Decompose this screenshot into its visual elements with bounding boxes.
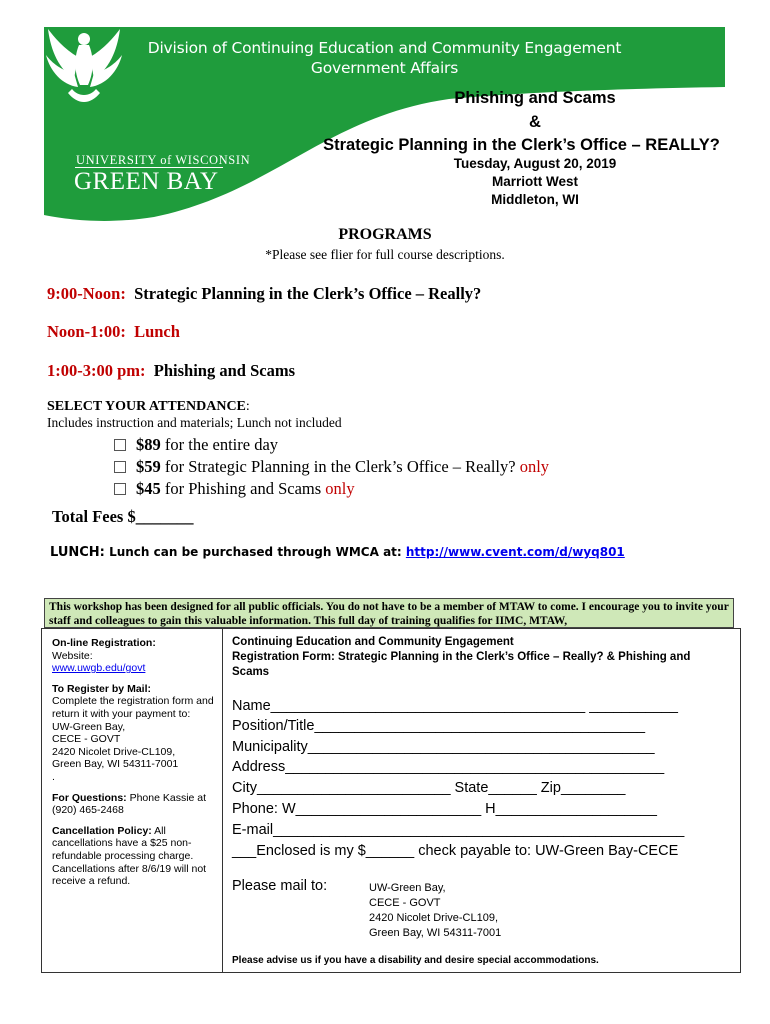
- attendance-note: Includes instruction and materials; Lunch not included: [47, 415, 342, 430]
- option-suffix: only: [325, 479, 355, 498]
- website-label: Website:: [52, 649, 93, 662]
- mail-to-line: CECE - GOVT: [369, 897, 441, 909]
- mail-address-line: .: [52, 770, 55, 783]
- mail-registration-text: Complete the registration form and return it with your payment to:: [52, 695, 214, 720]
- department-name: Government Affairs: [310, 59, 459, 77]
- option-suffix: only: [519, 457, 550, 476]
- lunch-info: [50, 545, 625, 560]
- mail-address-line: UW-Green Bay,: [52, 720, 126, 733]
- event-date: Tuesday, August 20, 2019: [453, 156, 617, 171]
- schedule-time: Noon-1:00:: [47, 322, 126, 341]
- online-registration-label: On-line Registration:: [52, 637, 156, 649]
- schedule-time: 1:00-3:00 pm:: [47, 361, 146, 380]
- event-title-2: Strategic Planning in the Clerk’s Office – REALLY?: [323, 136, 720, 154]
- lunch-text: Lunch can be purchased through WMCA at:: [104, 545, 406, 559]
- lunch-link[interactable]: http://www.cvent.com/d/wyq801: [405, 545, 625, 559]
- checkbox-icon[interactable]: [114, 483, 126, 495]
- checkbox-icon[interactable]: [114, 461, 126, 473]
- checkbox-icon[interactable]: [114, 439, 126, 451]
- registration-info-column: [42, 629, 223, 972]
- questions-text: Phone Kassie at (920) 465-2468: [52, 791, 207, 817]
- mail-to-address: [369, 881, 501, 941]
- municipality-field[interactable]: Municipality___________________________________________: [232, 739, 655, 755]
- total-fees-field[interactable]: Total Fees $_______: [52, 507, 194, 526]
- registration-form: [41, 628, 741, 973]
- email-field[interactable]: E-mail___________________________________________________: [232, 822, 685, 838]
- attendance-option-full-day[interactable]: [114, 435, 278, 455]
- university-name: UNIVERSITY of WISCONSIN: [76, 153, 251, 167]
- schedule-title: Strategic Planning in the Clerk’s Office – Really?: [134, 284, 482, 303]
- name-field[interactable]: Name_______________________________________ ___________: [232, 698, 678, 714]
- mail-address-line: Green Bay, WI 54311-7001: [52, 758, 179, 771]
- schedule-title: Phishing and Scams: [153, 361, 295, 380]
- option-text: for Strategic Planning in the Clerk’s Office – Really?: [160, 457, 520, 476]
- schedule-item: [47, 322, 180, 342]
- form-heading: [232, 635, 727, 680]
- attendance-option-strategic-planning[interactable]: [114, 457, 549, 477]
- address-field[interactable]: Address_______________________________________________: [232, 759, 665, 775]
- attendance-heading-colon: :: [245, 399, 250, 414]
- registration-form-column: [229, 629, 739, 972]
- workshop-notice: This workshop has been designed for all public officials. You do not have to be a member of MTAW to come. I encourage you to invite your staff and colleagues to gain this valuable information. This full day of training qualifies for IIMC, MTAW,: [44, 598, 734, 628]
- schedule-item: [47, 284, 481, 304]
- mail-to-line: Green Bay, WI 54311-7001: [369, 927, 502, 939]
- online-registration: [52, 637, 222, 675]
- option-price: $89: [136, 435, 161, 454]
- cancellation-policy: [52, 825, 222, 888]
- mail-registration: [52, 683, 222, 784]
- website-link[interactable]: www.uwgb.edu/govt: [52, 662, 146, 675]
- programs-note: *Please see flier for full course descriptions.: [265, 247, 505, 262]
- payment-enclosed-field[interactable]: ___Enclosed is my $______ check payable to: UW-Green Bay-CECE: [232, 843, 679, 859]
- programs-heading: PROGRAMS: [338, 226, 432, 243]
- form-heading-line1: Continuing Education and Community Engagement: [232, 636, 514, 648]
- mail-to-line: UW-Green Bay,: [369, 882, 446, 894]
- cancellation-label: Cancellation Policy:: [52, 824, 152, 837]
- questions-label: For Questions:: [52, 791, 127, 804]
- phoenix-logo-icon: [44, 27, 124, 105]
- schedule-time: 9:00-Noon:: [47, 284, 126, 303]
- event-venue: Marriott West: [491, 174, 578, 189]
- university-campus: GREEN BAY: [74, 168, 219, 195]
- phone-field[interactable]: Phone: W_______________________ H____________________: [232, 801, 657, 817]
- accommodations-note: Please advise us if you have a disability and desire special accommodations.: [232, 955, 599, 966]
- event-title-ampersand: &: [529, 113, 541, 131]
- schedule-title: Lunch: [134, 322, 180, 341]
- mail-to-label: Please mail to:: [232, 878, 328, 894]
- division-name: Division of Continuing Education and Community Engagement: [147, 39, 622, 57]
- mail-address-line: 2420 Nicolet Drive-CL109,: [52, 745, 176, 758]
- cancellation-text: All cancellations have a $25 non-refundable processing charge. Cancellations after 8/6/19 will not receive a refund.: [52, 824, 207, 888]
- city-state-zip-field[interactable]: City________________________ State______ Zip________: [232, 780, 626, 796]
- option-text: for Phishing and Scams: [160, 479, 326, 498]
- mail-to-line: 2420 Nicolet Drive-CL109,: [369, 912, 499, 924]
- event-city: Middleton, WI: [491, 192, 579, 207]
- option-price: $45: [136, 479, 161, 498]
- lunch-label: LUNCH:: [50, 545, 105, 560]
- attendance-heading-text: SELECT YOUR ATTENDANCE: [47, 399, 246, 414]
- questions-info: [52, 792, 222, 817]
- mail-registration-label: To Register by Mail:: [52, 682, 151, 695]
- form-heading-line2: Registration Form: Strategic Planning in the Clerk’s Office – Really? & Phishing and Scams: [232, 651, 691, 678]
- option-price: $59: [136, 457, 161, 476]
- schedule-item: [47, 361, 295, 381]
- option-text: for the entire day: [160, 435, 279, 454]
- position-field[interactable]: Position/Title_________________________________________: [232, 718, 646, 734]
- mail-address-line: CECE - GOVT: [52, 733, 121, 746]
- attendance-option-phishing[interactable]: [114, 479, 355, 499]
- attendance-heading: [47, 399, 250, 415]
- event-title-1: Phishing and Scams: [454, 89, 616, 107]
